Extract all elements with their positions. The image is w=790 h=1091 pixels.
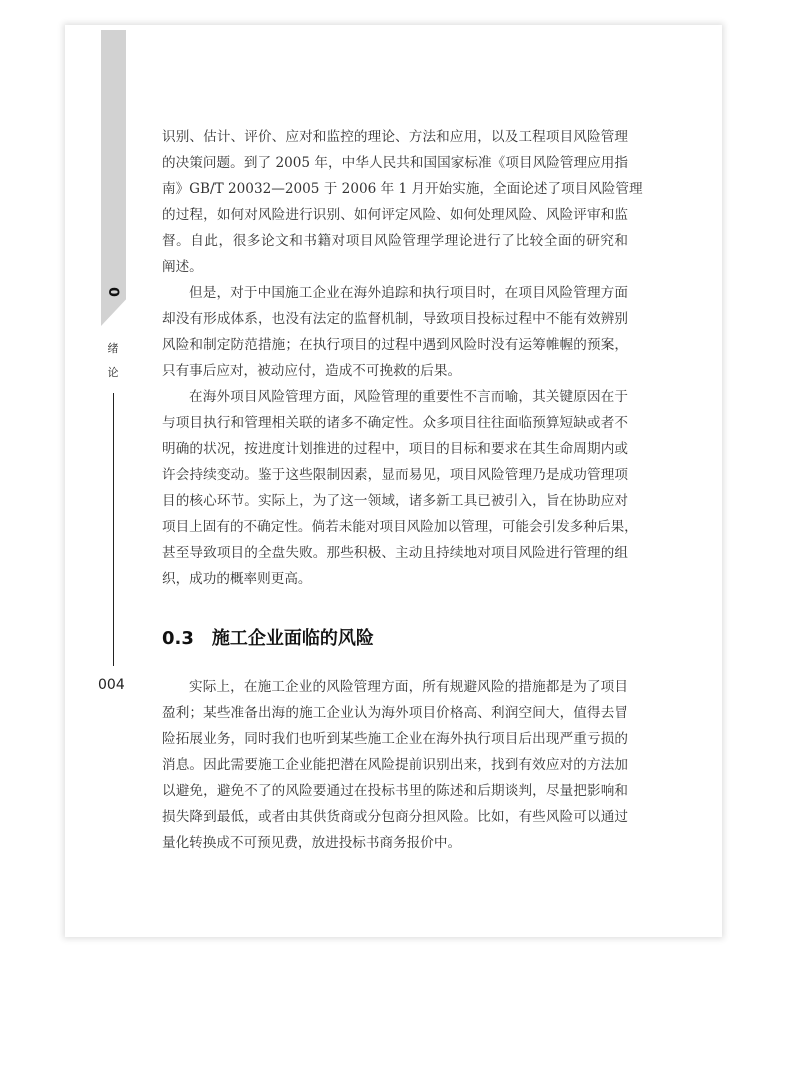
text-line: 的决策问题。到了 2005 年，中华人民共和国国家标准《项目风险管理应用指 (162, 155, 628, 171)
text-line: 织，成功的概率则更高。 (162, 571, 312, 587)
section-heading (162, 624, 392, 650)
text-line: 明确的状况，按进度计划推进的过程中，项目的目标和要求在其生命周期内或 (162, 441, 628, 457)
chapter-title-char: 论 (107, 366, 119, 379)
text-line: 盈利；某些准备出海的施工企业认为海外项目价格高、利润空间大，值得去冒 (162, 705, 628, 721)
text-line: 督。自此，很多论文和书籍对项目风险管理学理论进行了比较全面的研究和 (162, 233, 628, 249)
chapter-tab (101, 30, 126, 326)
text-line: 险拓展业务，同时我们也听到某些施工企业在海外执行项目后出现严重亏损的 (162, 731, 628, 747)
text-line: 损失降到最低，或者由其供货商或分包商分担风险。比如，有些风险可以通过 (162, 809, 628, 825)
section-number: 0.3 (162, 628, 194, 649)
text-line: 与项目执行和管理相关联的诸多不确定性。众多项目往往面临预算短缺或者不 (162, 415, 628, 431)
text-line: 识别、估计、评价、应对和监控的理论、方法和应用，以及工程项目风险管理 (162, 129, 628, 145)
text-line: 量化转换成不可预见费，放进投标书商务报价中。 (162, 835, 462, 851)
text-line: 甚至导致项目的全盘失败。那些积极、主动且持续地对项目风险进行管理的组 (162, 545, 628, 561)
page-number: 004 (98, 677, 125, 693)
text-line: 在海外项目风险管理方面，风险管理的重要性不言而喻，其关键原因在于 (189, 389, 628, 405)
text-line: 目的核心环节。实际上，为了这一领域，诸多新工具已被引入，旨在协助应对 (162, 493, 628, 509)
text-line: 只有事后应对，被动应付，造成不可挽救的后果。 (162, 363, 462, 379)
text-line: 南》GB/T 20032—2005 于 2006 年 1 月开始实施，全面论述了项目风险管理 (162, 181, 643, 197)
text-line: 阐述。 (162, 259, 203, 275)
text-line: 以避免，避免不了的风险要通过在投标书里的陈述和后期谈判，尽量把影响和 (162, 783, 628, 799)
text-line: 风险和制定防范措施；在执行项目的过程中遇到风险时没有运筹帷幄的预案， (162, 337, 628, 353)
sidebar-divider (113, 393, 114, 666)
chapter-title-char: 绪 (107, 342, 119, 355)
chapter-number: 0 (105, 287, 121, 297)
text-line: 但是，对于中国施工企业在海外追踪和执行项目时，在项目风险管理方面 (189, 285, 628, 301)
text-line: 却没有形成体系，也没有法定的监督机制，导致项目投标过程中不能有效辨别 (162, 311, 628, 327)
text-line: 消息。因此需要施工企业能把潜在风险提前识别出来，找到有效应对的方法加 (162, 757, 628, 773)
text-line: 许会持续变动。鉴于这些限制因素，显而易见，项目风险管理乃是成功管理项 (162, 467, 628, 483)
text-line: 的过程，如何对风险进行识别、如何评定风险、如何处理风险、风险评审和监 (162, 207, 628, 223)
text-line: 项目上固有的不确定性。倘若未能对项目风险加以管理，可能会引发多种后果， (162, 519, 638, 535)
text-line: 实际上，在施工企业的风险管理方面，所有规避风险的措施都是为了项目 (189, 679, 628, 695)
section-title: 施工企业面临的风险 (211, 628, 374, 649)
